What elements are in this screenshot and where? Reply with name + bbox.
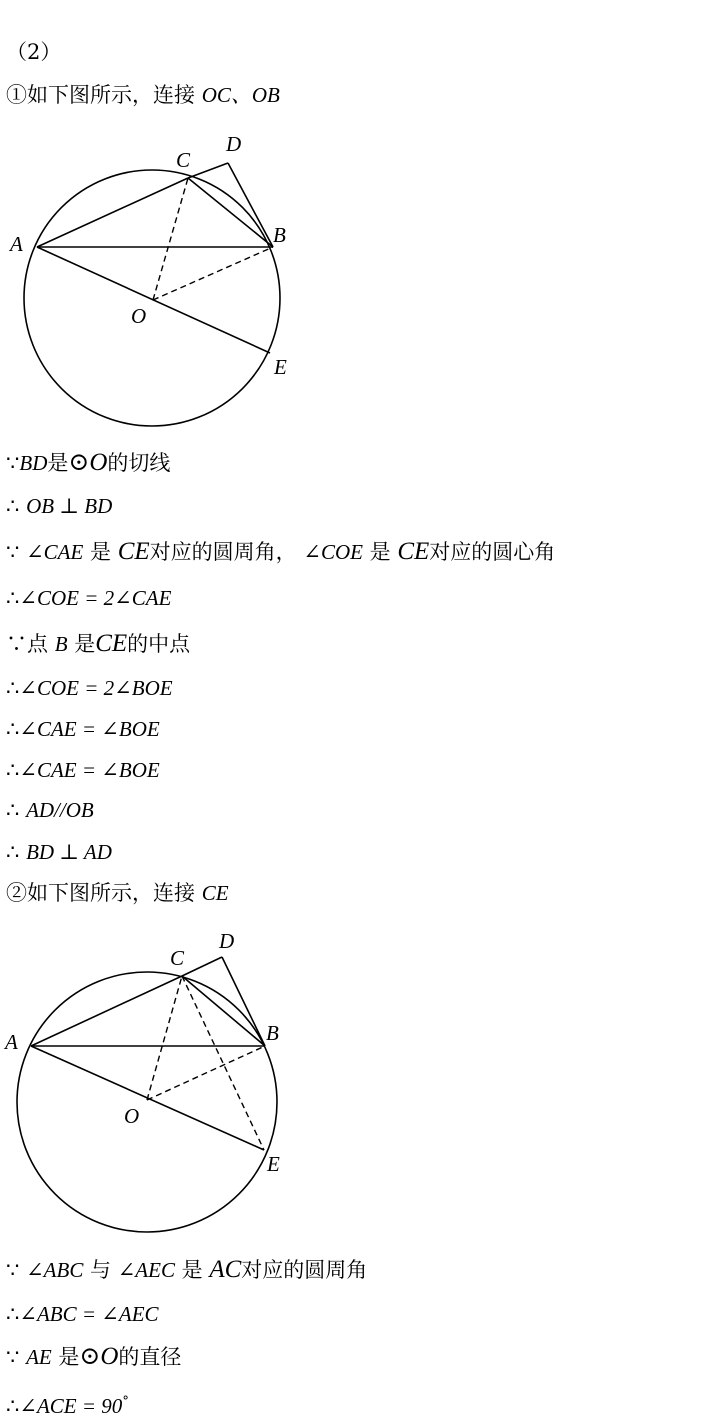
segment-oc — [147, 976, 182, 1100]
label-c: C — [170, 946, 185, 970]
line1-5: ∵点 B 是CE的中点 — [6, 630, 191, 657]
line1-9: ∴ AD//OB — [6, 798, 94, 822]
figure-2 — [0, 925, 330, 1240]
line1-10: ∴ BD ⊥ AD — [6, 840, 112, 864]
label-e: E — [267, 1152, 280, 1176]
line1-4: ∴∠COE = 2∠CAE — [6, 586, 172, 610]
step2-intro-vars: CE — [201, 881, 229, 905]
arc-ac: AC — [209, 1256, 242, 1283]
line1-6: ∴∠COE = 2∠BOE — [6, 676, 173, 700]
segment-oc — [153, 178, 188, 300]
segment-cd — [182, 957, 222, 976]
label-o: O — [131, 304, 147, 328]
line1-2: ∴ OB ⊥ BD — [6, 494, 113, 518]
segment-db — [228, 163, 273, 247]
label-b: B — [273, 223, 286, 247]
figure-1 — [0, 125, 330, 445]
line2-2: ∴∠ABC = ∠AEC — [6, 1302, 159, 1326]
line2-4: ∴∠ACE = 90° — [6, 1394, 129, 1418]
line2-3: ∵ AE 是⊙O的直径 — [6, 1343, 182, 1370]
step2-intro-text: ②如下图所示，连接 — [6, 881, 195, 905]
line1-1: ∵BD是⊙O的切线 — [6, 449, 171, 476]
arc-ce: CE — [95, 630, 128, 657]
part-label: （2） — [6, 40, 62, 64]
circle-o — [17, 972, 277, 1232]
label-e: E — [274, 355, 287, 379]
circle-o — [24, 170, 280, 426]
label-a: A — [10, 232, 23, 256]
step2-intro — [6, 879, 229, 907]
step1-intro-text: ①如下图所示，连接 — [6, 83, 195, 107]
segment-cb — [188, 178, 273, 247]
line1-7: ∴∠CAE = ∠BOE — [6, 717, 160, 741]
line1-8: ∴∠CAE = ∠BOE — [6, 758, 160, 782]
arc-ce: CE — [117, 538, 150, 565]
label-d: D — [219, 929, 235, 953]
label-o: O — [124, 1104, 140, 1128]
line2-1: ∵ ∠ABC 与 ∠AEC 是 AC对应的圆周角 — [6, 1256, 368, 1283]
label-a: A — [5, 1030, 18, 1054]
segment-cb — [182, 976, 265, 1046]
line1-3: ∵ ∠CAE 是 CE对应的圆周角， ∠COE 是 CE对应的圆心角 — [6, 538, 556, 565]
arc-ce: CE — [397, 538, 430, 565]
segment-cd — [188, 163, 228, 178]
segment-ce — [182, 976, 264, 1150]
label-b: B — [266, 1021, 279, 1045]
segment-ob — [153, 247, 273, 300]
step1-intro-vars: OC、OB — [201, 83, 280, 107]
segment-ac — [37, 178, 188, 247]
label-c: C — [176, 148, 191, 172]
step1-intro — [6, 81, 280, 109]
label-d: D — [226, 132, 242, 156]
segment-ob — [147, 1046, 265, 1100]
